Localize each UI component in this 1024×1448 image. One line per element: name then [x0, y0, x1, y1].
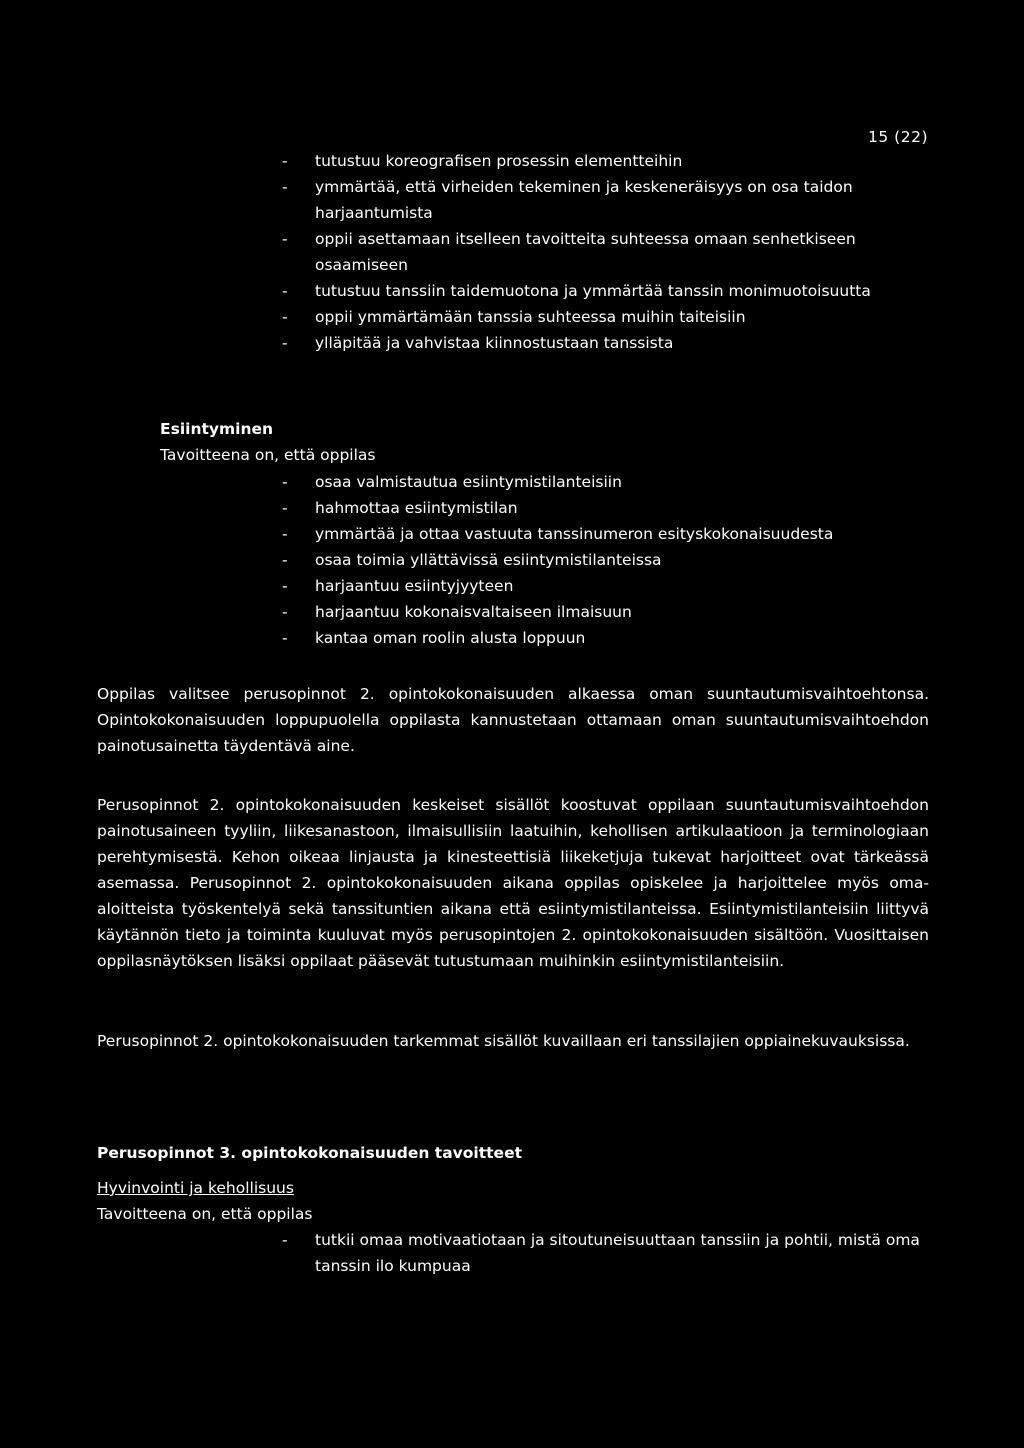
- section3-goals-list: [282, 1227, 934, 1279]
- goals-list: [282, 148, 934, 356]
- paragraph: Oppilas valitsee perusopinnot 2. opintokokonaisuuden alkaessa oman suuntautumisvaihtoehtonsa. Opintokokonaisuuden loppupuolella oppilasta kannustetaan ottamaan oman suuntautumisvaihtoehdon painotusainetta täydentävä aine.: [97, 685, 929, 755]
- list-item: - ylläpitää ja vahvistaa kiinnostustaan tanssista: [282, 330, 934, 356]
- section-intro: Tavoitteena on, että oppilas: [160, 446, 376, 464]
- list-item: - tutkii omaa motivaatiotaan ja sitoutuneisuuttaan tanssiin ja pohtii, mistä oma tanssin ilo kumpuaa: [282, 1227, 934, 1279]
- section-intro: Tavoitteena on, että oppilas: [97, 1205, 313, 1223]
- section-heading-esiintyminen: Esiintyminen: [160, 420, 274, 438]
- esiintyminen-list: [282, 469, 934, 651]
- list-item: - oppii asettamaan itselleen tavoitteita suhteessa omaan senhetkiseen osaamiseen: [282, 226, 934, 278]
- page-number: 15 (22): [868, 128, 928, 146]
- list-item: - harjaantuu esiintyjyyteen: [282, 573, 934, 599]
- list-item: - osaa toimia yllättävissä esiintymistilanteissa: [282, 547, 934, 573]
- list-item: - harjaantuu kokonaisvaltaiseen ilmaisuun: [282, 599, 934, 625]
- list-item: - oppii ymmärtämään tanssia suhteessa muihin taiteisiin: [282, 304, 934, 330]
- paragraph: Perusopinnot 2. opintokokonaisuuden tarkemmat sisällöt kuvaillaan eri tanssilajien oppiainekuvauksissa.: [97, 1032, 910, 1050]
- subsection-heading: Hyvinvointi ja kehollisuus: [97, 1179, 294, 1197]
- list-item: - osaa valmistautua esiintymistilanteisiin: [282, 469, 934, 495]
- list-item: - hahmottaa esiintymistilan: [282, 495, 934, 521]
- list-item: - ymmärtää ja ottaa vastuuta tanssinumeron esityskokonaisuudesta: [282, 521, 934, 547]
- list-item: - ymmärtää, että virheiden tekeminen ja keskeneräisyys on osa taidon harjaantumista: [282, 174, 934, 226]
- list-item: - kantaa oman roolin alusta loppuun: [282, 625, 934, 651]
- list-item: - tutustuu koreografisen prosessin elementteihin: [282, 148, 934, 174]
- section-heading-perusopinnot-3: Perusopinnot 3. opintokokonaisuuden tavoitteet: [97, 1144, 522, 1162]
- paragraph: Perusopinnot 2. opintokokonaisuuden keskeiset sisällöt koostuvat oppilaan suuntautumisvaihtoehdon painotusaineen tyyliin, liikesanastoon, ilmaisullisiin laatuihin, kehollisen artikulaatioon ja terminologiaan perehtymisestä. Kehon oikeaa linjausta ja kinesteettisiä liikeketjuja tukevat harjoitteet ovat tärkeässä asemassa. Perusopinnot 2. opintokokonaisuuden aikana oppilas opiskelee ja harjoittelee myös oma-aloitteista työskentelyä sekä tanssituntien aikana että esiintymistilanteissa. Esiintymistilanteisiin liittyvä käytännön tieto ja toiminta kuuluvat myös perusopintojen 2. opintokokonaisuuden sisältöön. Vuosittaisen oppilasnäytöksen lisäksi oppilaat pääsevät tutustumaan muihinkin esiintymistilanteisiin.: [97, 796, 929, 970]
- list-item: - tutustuu tanssiin taidemuotona ja ymmärtää tanssin monimuotoisuutta: [282, 278, 934, 304]
